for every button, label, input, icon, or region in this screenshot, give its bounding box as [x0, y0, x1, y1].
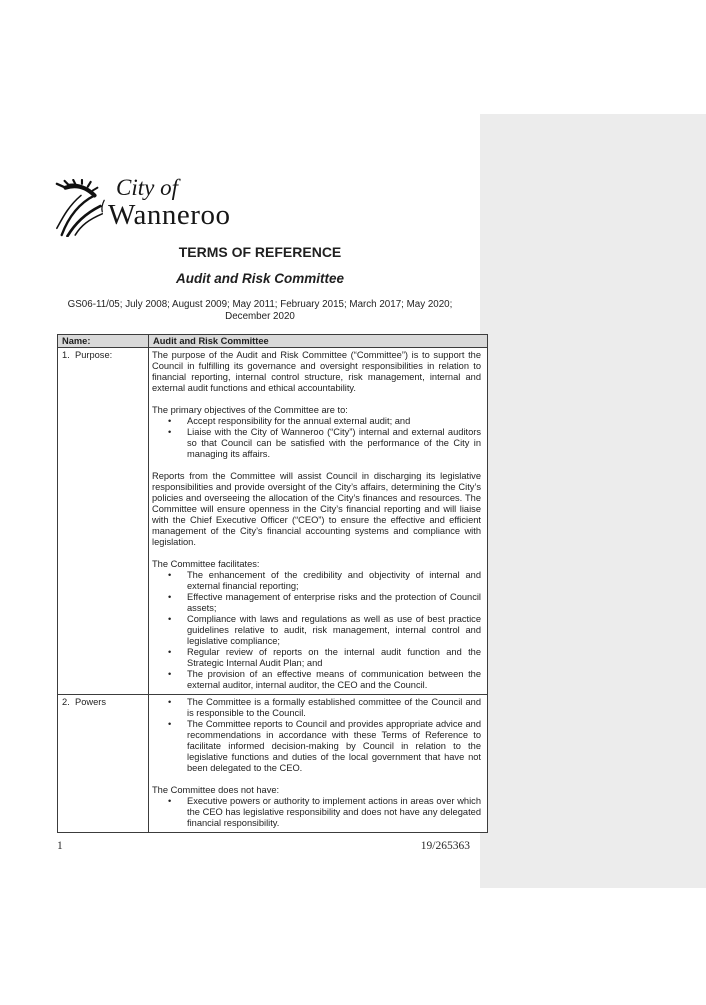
- paragraph: The Committee does not have:: [152, 785, 280, 795]
- bullet-list: [152, 796, 481, 829]
- blank-line: [152, 460, 481, 471]
- bullet-item: • The enhancement of the credibility and objectivity of internal and external financial reporting;: [152, 570, 481, 592]
- bullet-item: • The Committee is a formally established committee of the Council and is responsible to the Council.: [152, 697, 481, 719]
- page-number: 1: [57, 840, 63, 852]
- bullet-item: • The provision of an effective means of communication between the external auditor, internal auditor, the CEO and the Council.: [152, 669, 481, 691]
- table-header-value: Audit and Risk Committee: [149, 335, 488, 348]
- revision-history: [45, 299, 475, 323]
- table-header-name: Name:: [58, 335, 149, 348]
- blank-line: [152, 774, 481, 785]
- bullet-item: • Liaise with the City of Wanneroo (“City”) internal and external auditors so that Council can be satisfied with the performance of the City in managing its affairs.: [152, 427, 481, 460]
- row-number: 2.: [62, 697, 70, 707]
- terms-of-reference-table: [57, 334, 488, 833]
- kangaroo-paw-icon: [52, 179, 110, 237]
- bullet-item: • Executive powers or authority to implement actions in areas over which the CEO has legislative responsibility and does not have any delegated financial responsibility.: [152, 796, 481, 829]
- pasteboard-panel: [480, 114, 706, 888]
- blank-line: [152, 548, 481, 559]
- paragraph: The primary objectives of the Committee are to:: [152, 405, 348, 415]
- bullet-item: • Effective management of enterprise risks and the protection of Council assets;: [152, 592, 481, 614]
- document-title: TERMS OF REFERENCE: [178, 244, 342, 260]
- blank-line: [152, 394, 481, 405]
- bullet-item: • The Committee reports to Council and provides appropriate advice and recommendations in accordance with these Terms of Reference to facilitate informed decision-making by Council in relation to the legislative functions and duties of the local government that have not been delegated to the CEO.: [152, 719, 481, 774]
- paragraph: The purpose of the Audit and Risk Committee (“Committee”) is to support the Council in fulfilling its governance and oversight responsibilities in relation to financial reporting, internal control structure, risk management, internal and external audit functions and ethical accountability.: [152, 350, 481, 393]
- bullet-item: • Regular review of reports on the internal audit function and the Strategic Internal Audit Plan; and: [152, 647, 481, 669]
- row-label-text: Powers: [75, 697, 107, 707]
- bullet-item: • Accept responsibility for the annual external audit; and: [152, 416, 481, 427]
- row-content: [149, 348, 488, 695]
- row-content: [149, 695, 488, 833]
- bullet-list: [152, 416, 481, 460]
- table-row: [58, 348, 488, 695]
- revision-history-line2: December 2020: [225, 311, 295, 322]
- bullet-list: [152, 697, 481, 774]
- bullet-list: [152, 570, 481, 691]
- document-header: [45, 245, 475, 323]
- table-row: [58, 695, 488, 833]
- logo-text: [108, 176, 230, 230]
- row-label: [58, 348, 149, 695]
- row-label-text: Purpose:: [75, 350, 113, 360]
- city-of-wanneroo-logo: [52, 176, 282, 238]
- row-number: 1.: [62, 350, 70, 360]
- bullet-item: • Compliance with laws and regulations as well as use of best practice guidelines relative to audit, risk management, internal control and legislative compliance;: [152, 614, 481, 647]
- paragraph: The Committee facilitates:: [152, 559, 260, 569]
- table-header-row: [58, 335, 488, 348]
- row-label: [58, 695, 149, 833]
- revision-history-line1: GS06-11/05; July 2008; August 2009; May 2011; February 2015; March 2017; May 2020;: [67, 299, 453, 310]
- document-number: 19/265363: [420, 840, 470, 852]
- document-subtitle: Audit and Risk Committee: [175, 271, 345, 286]
- logo-wanneroo: Wanneroo: [108, 199, 231, 231]
- paragraph: Reports from the Committee will assist Council in discharging its legislative responsibilities and provide oversight of the City’s affairs, determining the City’s policies and overseeing the allocation of the City’s finances and resources. The Committee will ensure openness in the City’s financial reporting and will liaise with the Chief Executive Officer (“CEO”) to ensure the effective and efficient management of the City’s financial accounting systems and compliance with legislation.: [152, 471, 481, 547]
- logo-city-of: City of: [116, 175, 178, 200]
